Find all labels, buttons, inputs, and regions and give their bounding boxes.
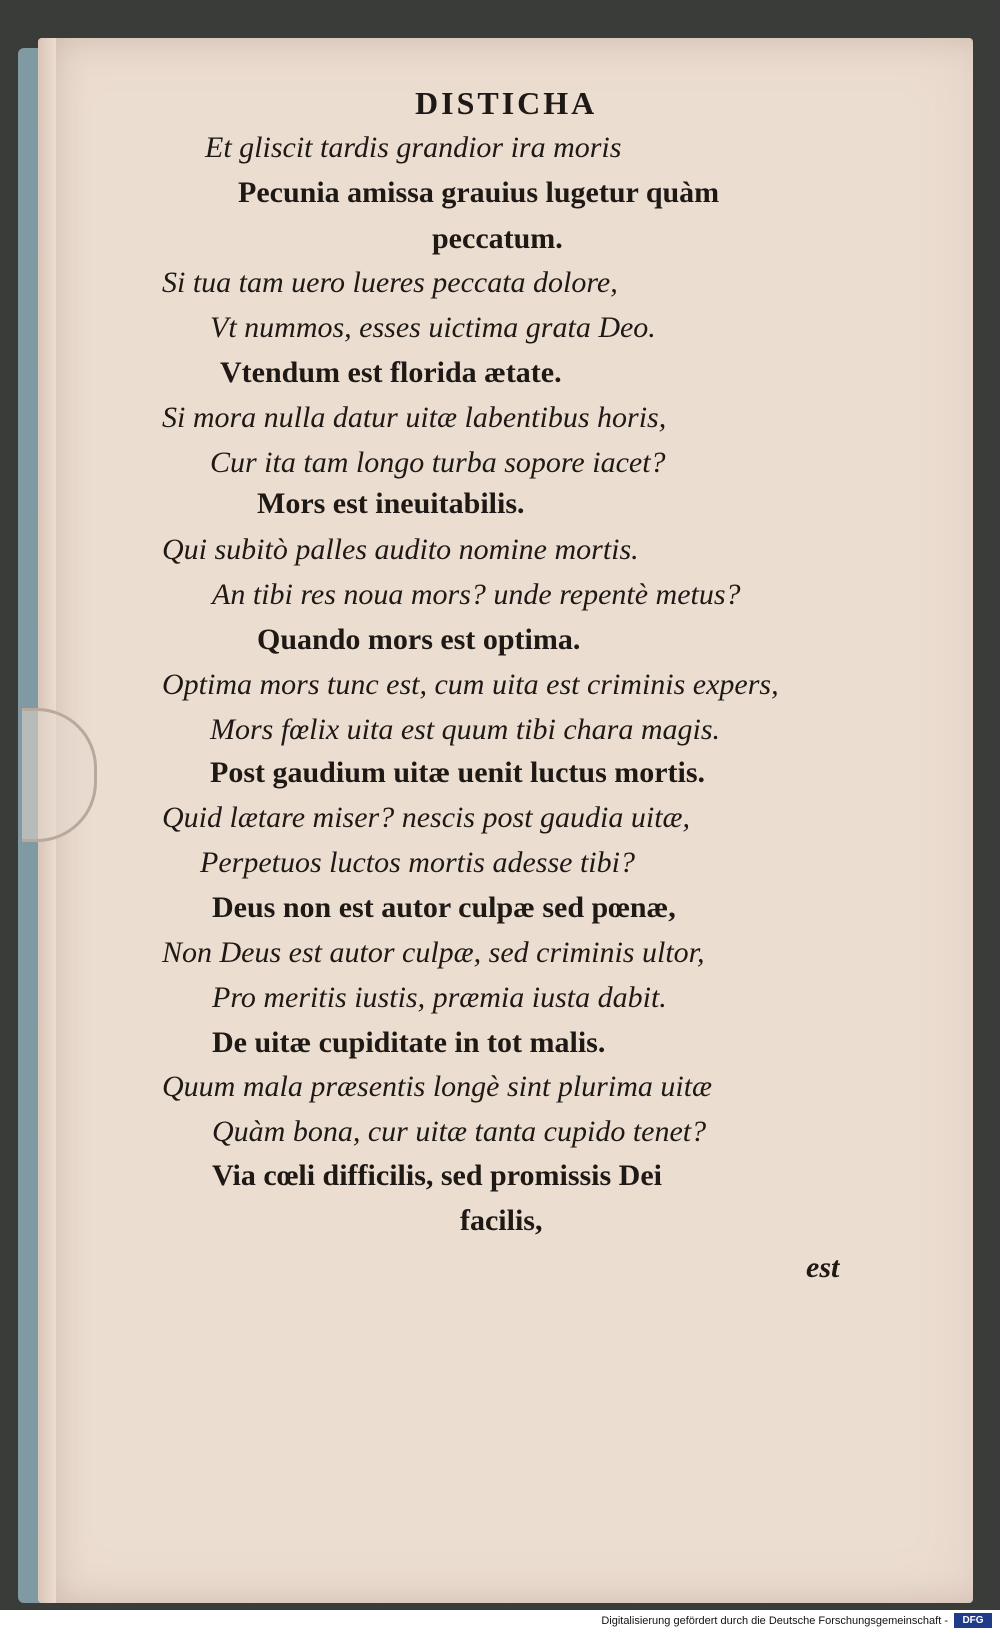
section-heading: Vtendum est florida ætate. bbox=[220, 356, 562, 389]
section-heading-cont: facilis, bbox=[460, 1204, 543, 1237]
verse-line: Cur ita tam longo turba sopore iacet? bbox=[210, 446, 666, 479]
verse-line: Mors fœlix uita est quum tibi chara magis. bbox=[210, 713, 720, 746]
verse-line: Qui subitò palles audito nomine mortis. bbox=[162, 533, 639, 566]
section-heading: Deus non est autor culpæ sed pœnæ, bbox=[212, 891, 676, 924]
verse-line: Si tua tam uero lueres peccata dolore, bbox=[162, 266, 618, 299]
section-heading-cont: peccatum. bbox=[432, 222, 563, 255]
section-heading: Quando mors est optima. bbox=[257, 623, 581, 656]
section-heading: Mors est ineuitabilis. bbox=[257, 487, 525, 520]
verse-line: Quid lætare miser? nescis post gaudia uitæ, bbox=[162, 801, 691, 834]
verse-line: Vt nummos, esses uictima grata Deo. bbox=[210, 311, 656, 344]
verse-line: Non Deus est autor culpæ, sed criminis ultor, bbox=[162, 936, 705, 969]
section-heading: Via cœli difficilis, sed promissis Dei bbox=[212, 1159, 662, 1192]
verse-line: Si mora nulla datur uitæ labentibus horis, bbox=[162, 401, 667, 434]
verse-line: Et gliscit tardis grandior ira moris bbox=[205, 131, 622, 164]
verse-line: Perpetuos luctos mortis adesse tibi? bbox=[200, 846, 635, 879]
verse-line: Pro meritis iustis, præmia iusta dabit. bbox=[212, 981, 667, 1014]
dfg-logo: DFG bbox=[954, 1613, 992, 1628]
section-heading: Post gaudium uitæ uenit luctus mortis. bbox=[210, 756, 706, 789]
section-heading: Pecunia amissa grauius lugetur quàm bbox=[238, 176, 720, 209]
verse-line: Quum mala præsentis longè sint plurima uitæ bbox=[162, 1070, 713, 1103]
verse-line: Quàm bona, cur uitæ tanta cupido tenet? bbox=[212, 1115, 707, 1148]
section-heading: De uitæ cupiditate in tot malis. bbox=[212, 1026, 606, 1059]
catchword: est bbox=[806, 1251, 840, 1284]
verse-line: An tibi res noua mors? unde repentè metus? bbox=[212, 578, 741, 611]
digitization-credit: Digitalisierung gefördert durch die Deutsche Forschungsgemeinschaft - bbox=[601, 1615, 948, 1627]
verse-line: Optima mors tunc est, cum uita est criminis expers, bbox=[162, 668, 779, 701]
running-title: DISTICHA bbox=[415, 85, 598, 121]
